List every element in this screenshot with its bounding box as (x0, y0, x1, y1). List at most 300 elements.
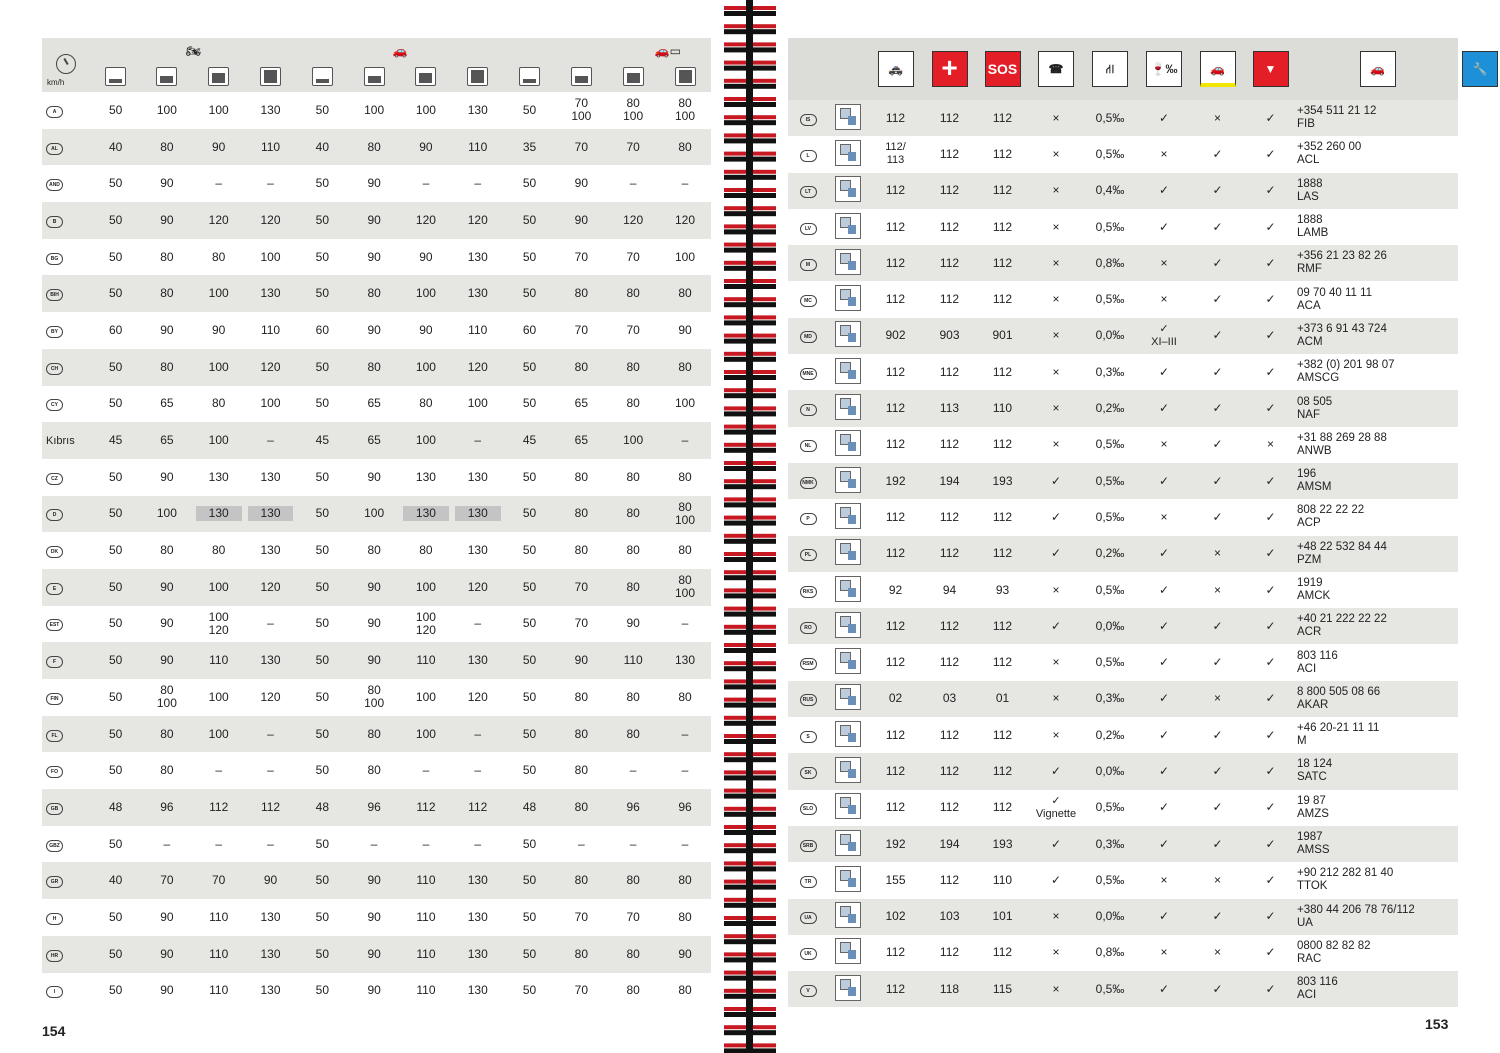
speed-value: 50 (522, 506, 537, 521)
speed-value: 110 (416, 983, 436, 998)
traffic-rule-icon (835, 866, 861, 892)
police-icon: 🚓 (878, 51, 914, 87)
table-row (788, 136, 1458, 172)
info-value: × (1052, 909, 1060, 924)
speed-value: 100 (415, 286, 436, 301)
info-value: 112 (992, 727, 1013, 742)
table-row (42, 202, 711, 239)
speed-value: 65 (367, 433, 381, 448)
info-value: × (1160, 945, 1168, 960)
speed-value: 80 (574, 726, 589, 741)
country-code-badge: LV (800, 223, 817, 235)
speed-value: 50 (315, 212, 330, 227)
speed-value: 80 (160, 763, 174, 778)
info-value: ✓ (1212, 364, 1223, 379)
info-value: × (1052, 364, 1060, 379)
info-value: ✓ (1212, 727, 1223, 742)
assistance-contact: 808 22 22 22 ACP (1297, 504, 1365, 530)
country-code-cell (42, 459, 90, 496)
traffic-rule-cell (828, 572, 868, 608)
info-value: 193 (992, 473, 1013, 488)
speed-value: 80 100 (675, 573, 696, 601)
country-code-badge: I (46, 986, 63, 998)
speedometer-icon (56, 54, 76, 74)
country-code-badge: BIH (46, 289, 63, 301)
speed-value: 50 (315, 946, 330, 961)
speed-value: – (681, 176, 689, 191)
left-page (0, 0, 715, 1053)
country-code-cell (788, 826, 828, 862)
table-row (788, 536, 1458, 572)
info-value: ✓ (1158, 655, 1170, 670)
speed-value: 50 (522, 836, 537, 851)
info-value: ✓ (1158, 727, 1170, 742)
traffic-rule-icon (835, 467, 861, 493)
speed-value: 80 (574, 359, 589, 374)
speed-value: 80 (678, 286, 692, 301)
traffic-rule-icon (835, 285, 861, 311)
info-value: ✓ (1265, 582, 1276, 597)
table-row (42, 936, 711, 973)
speed-value: 110 (416, 873, 436, 888)
info-value: 01 (995, 691, 1010, 706)
info-value: × (1052, 655, 1060, 670)
traffic-rule-icon (835, 830, 861, 856)
info-value: 112 (885, 401, 906, 416)
country-code-badge: CH (46, 363, 63, 375)
icon-header-row (788, 38, 1458, 100)
speed-value: 80 (367, 763, 381, 778)
speed-value: 120 (260, 359, 281, 374)
info-value: ✓ (1158, 401, 1170, 416)
speed-value: 80 (367, 286, 381, 301)
speed-value: 100 (208, 286, 229, 301)
country-code-cell (42, 239, 90, 276)
info-value: 0,0‰ (1095, 328, 1125, 343)
country-code-badge: L (800, 150, 817, 162)
speed-value: 110 (209, 983, 229, 998)
speed-value: 90 (160, 909, 174, 924)
info-value: 112 (939, 727, 960, 742)
speed-value: 50 (108, 946, 123, 961)
table-row (788, 862, 1458, 898)
country-code-cell (42, 275, 90, 312)
info-value: × (1213, 691, 1221, 706)
info-value: 112 (939, 219, 960, 234)
traffic-rule-cell (828, 100, 868, 136)
table-row (42, 789, 711, 826)
info-value: ✓ (1158, 909, 1170, 924)
info-value: 0,0‰ (1095, 909, 1125, 924)
speed-value: 60 (315, 322, 330, 337)
speed-value: 120 (208, 212, 229, 227)
alcohol-header (1137, 38, 1191, 100)
speed-value: 80 (574, 946, 589, 961)
info-value: 112 (992, 546, 1013, 561)
speed-value: 70 (574, 139, 589, 154)
car-header (296, 38, 503, 64)
speed-value: 50 (522, 909, 537, 924)
country-code-badge: DK (46, 546, 63, 558)
info-value: 110 (992, 872, 1013, 887)
assistance-contact: 803 116 ACI (1297, 976, 1338, 1002)
speed-value: – (267, 763, 274, 778)
speed-value: 90 (160, 946, 174, 961)
speed-value: 50 (315, 249, 330, 264)
speed-value: 90 (419, 249, 433, 264)
traffic-rule-icon (835, 104, 861, 130)
info-value: 112 (992, 945, 1013, 960)
info-value: ✓ (1212, 292, 1223, 307)
speed-value: 50 (315, 543, 330, 558)
traffic-rule-cell (828, 753, 868, 789)
table-row (788, 971, 1458, 1007)
info-value: ✓ (1265, 691, 1276, 706)
country-code-cell (42, 973, 90, 1010)
assistance-contact: +380 44 206 78 76/112 UA (1297, 903, 1415, 929)
speed-value: 90 (160, 322, 174, 337)
speed-value: 130 (675, 653, 696, 668)
info-value: 112 (885, 110, 906, 125)
speed-value: 100 (364, 102, 385, 117)
info-value: × (1160, 872, 1168, 887)
speed-value: 50 (108, 359, 123, 374)
fire-phone-header (1029, 38, 1083, 100)
speed-value: 80 (212, 249, 226, 264)
speed-value: 50 (108, 249, 123, 264)
info-value: 112 (885, 255, 906, 270)
speed-value: 110 (209, 653, 229, 668)
country-code-cell (788, 173, 828, 209)
traffic-rule-cell (828, 608, 868, 644)
speed-value: 80 (678, 359, 692, 374)
town-icon (105, 67, 126, 86)
info-value: ✓ (1265, 836, 1276, 851)
speed-value: – (267, 726, 274, 741)
traffic-rule-cell (828, 281, 868, 317)
table-row (42, 716, 711, 753)
country-code-cell (42, 716, 90, 753)
table-row (42, 129, 711, 166)
speed-value: 50 (315, 763, 330, 778)
info-value: 112 (939, 255, 960, 270)
road-type-cell (245, 64, 297, 92)
country-code-cell (788, 644, 828, 680)
info-value: ✓ (1212, 981, 1223, 996)
traffic-rule-cell (828, 899, 868, 935)
info-value: ✓ (1158, 473, 1170, 488)
info-value: 112 (939, 655, 960, 670)
assistance-contact: +48 22 532 84 44 PZM (1297, 540, 1387, 566)
speed-value: 90 (367, 873, 381, 888)
traffic-rule-cell (828, 427, 868, 463)
speed-value: 80 (626, 983, 640, 998)
country-code-cell (42, 165, 90, 202)
info-value: ✓ (1158, 183, 1170, 198)
speed-value: 50 (108, 396, 123, 411)
info-value: ✓ (1265, 763, 1276, 778)
speed-value: 100 120 (208, 609, 229, 637)
sos-header (976, 38, 1029, 100)
speed-value: 112 (260, 799, 281, 814)
speed-value: 120 (260, 212, 281, 227)
country-code-badge: IS (800, 114, 817, 126)
info-value: 0,5‰ (1095, 146, 1125, 161)
info-value: 112 (885, 364, 906, 379)
speed-value: 110 (468, 139, 488, 154)
speed-value: 100 (156, 506, 177, 521)
speed-value: – (474, 176, 482, 191)
assistance-contact: +356 21 23 82 26 RMF (1297, 250, 1387, 276)
speed-value: 120 (675, 212, 696, 227)
country-code-cell (42, 569, 90, 606)
speed-value: 90 (367, 249, 381, 264)
table-row (788, 354, 1458, 390)
country-code-badge: RSM (800, 658, 817, 670)
speed-value: 40 (108, 873, 123, 888)
country-code-badge: MC (800, 295, 817, 307)
info-value: 112 (992, 255, 1013, 270)
speed-value: – (474, 616, 482, 631)
rural-road-icon (156, 67, 177, 86)
country-code-cell (788, 971, 828, 1007)
speed-value: 80 (574, 799, 589, 814)
speed-value: 50 (522, 176, 537, 191)
speed-value: 80 (626, 579, 640, 594)
country-code-badge: GR (46, 876, 63, 888)
speed-value: 100 (415, 359, 436, 374)
info-value: 118 (939, 981, 960, 996)
traffic-rule-icon (835, 140, 861, 166)
info-value: ✓ (1265, 364, 1276, 379)
country-code-badge: RO (800, 622, 817, 634)
speed-value: 100 (364, 506, 385, 521)
speed-value: 80 (212, 543, 226, 558)
info-value: 112 (885, 183, 906, 198)
speed-value: 80 100 (364, 683, 385, 711)
speed-value: 90 (367, 579, 381, 594)
speed-value: 96 (626, 799, 640, 814)
info-value: 194 (939, 836, 960, 851)
speed-value: 80 (678, 873, 692, 888)
info-value: 103 (939, 909, 960, 924)
info-value: ✓ (1265, 655, 1276, 670)
road-assistance-icon: 🔧 (1462, 51, 1498, 87)
assistance-contact: +352 260 00 ACL (1297, 141, 1362, 167)
info-value: × (1052, 110, 1060, 125)
speed-value: 90 (367, 616, 381, 631)
assistance-contact: 1919 AMCK (1297, 577, 1331, 602)
assistance-contact: 8 800 505 08 66 AKAR (1297, 685, 1381, 711)
speed-value: – (681, 836, 689, 851)
speed-value: 130 (260, 102, 281, 117)
country-code-cell (788, 245, 828, 281)
speed-value: 50 (315, 579, 330, 594)
alcohol-limit-icon: 🍷‰ (1146, 51, 1182, 87)
motorway-icon (675, 67, 696, 86)
traffic-rule-icon (835, 576, 861, 602)
info-value: ✓ (1050, 872, 1062, 887)
info-value: 93 (995, 582, 1010, 597)
country-code-cell (42, 606, 90, 643)
assistance-contact: 08 505 NAF (1297, 395, 1333, 421)
table-row (42, 459, 711, 496)
speed-value: 80 (367, 139, 381, 154)
speed-value: 50 (315, 396, 330, 411)
speed-value: 100 (623, 433, 644, 448)
speed-value: 112 (209, 799, 229, 814)
speed-value: 40 (315, 139, 330, 154)
assistance-contact: 18 124 SATC (1297, 758, 1333, 784)
speed-value: 50 (108, 579, 123, 594)
info-value: ✓ (1212, 836, 1223, 851)
speed-value: 100 (208, 689, 229, 704)
speed-value: 130 (467, 286, 488, 301)
speed-value: 50 (108, 176, 123, 191)
info-value: 112 (885, 546, 906, 561)
info-value: 112 (939, 364, 960, 379)
country-code-badge: FL (46, 730, 63, 742)
speed-value (452, 496, 504, 533)
road-type-cell (348, 64, 400, 92)
speed-value: 80 (626, 543, 640, 558)
speed-value: 80 (367, 543, 381, 558)
info-value: 03 (942, 691, 957, 706)
speed-value: 70 (574, 579, 589, 594)
speed-value: 130 (260, 946, 281, 961)
info-value: 0,8‰ (1095, 255, 1125, 270)
info-value: × (1160, 509, 1168, 524)
country-code-cell (788, 572, 828, 608)
speed-value: 50 (108, 469, 123, 484)
speed-value (400, 496, 452, 533)
info-value: ✓ (1212, 328, 1223, 343)
info-value: × (1052, 981, 1060, 996)
info-value: 0,3‰ (1095, 364, 1125, 379)
info-value: ✓ (1158, 219, 1170, 234)
info-value: 92 (888, 582, 903, 597)
traffic-rule-icon (835, 793, 861, 819)
speed-value: 112 (416, 799, 436, 814)
info-value: 112 (885, 292, 906, 307)
info-value: 0,5‰ (1095, 110, 1125, 125)
speed-value: 50 (522, 359, 537, 374)
speed-value: 50 (315, 616, 330, 631)
country-code-badge: GBZ (46, 840, 63, 852)
speed-value: 120 (467, 689, 488, 704)
speed-value: 50 (108, 909, 123, 924)
ambulance-header (923, 38, 976, 100)
vest-header (1244, 38, 1297, 100)
info-value: 112 (885, 763, 906, 778)
traffic-rule-cell (828, 173, 868, 209)
info-value: 112 (939, 292, 960, 307)
info-value: 112 (939, 546, 960, 561)
country-code-badge: N (800, 404, 817, 416)
table-row (788, 753, 1458, 789)
speed-value: 90 (367, 212, 381, 227)
traffic-rule-cell (828, 862, 868, 898)
speed-value: 120 (260, 579, 281, 594)
info-value: ✓ (1265, 401, 1276, 416)
info-value: 0,5‰ (1095, 509, 1125, 524)
traffic-rule-cell (828, 245, 868, 281)
country-code-badge: BY (46, 326, 63, 338)
table-row (42, 275, 711, 312)
info-value: ✓ (1212, 763, 1223, 778)
speed-value: 90 (367, 653, 381, 668)
country-code-cell (788, 681, 828, 717)
speed-value: 50 (522, 249, 537, 264)
info-value: 0,2‰ (1095, 401, 1125, 416)
info-value: ✓ Vignette (1035, 794, 1077, 820)
speed-value: 80 (367, 359, 381, 374)
speed-value: 130 (260, 286, 281, 301)
info-value: ✓ (1158, 981, 1170, 996)
info-value: 0,5‰ (1095, 437, 1125, 452)
speed-value: 130 (467, 543, 488, 558)
info-value: 0,5‰ (1095, 981, 1125, 996)
speed-value: 80 (160, 359, 174, 374)
traffic-rule-icon (835, 394, 861, 420)
info-value: 113 (939, 401, 960, 416)
speed-value: 90 (574, 176, 589, 191)
speed-value: 70 (574, 909, 589, 924)
country-code-badge: M (800, 259, 817, 271)
speed-value: 100 (415, 689, 436, 704)
info-value: × (1160, 255, 1168, 270)
info-value: × (1052, 437, 1060, 452)
info-value: ✓ (1050, 618, 1062, 633)
speed-value: 50 (522, 689, 537, 704)
expressway-icon (415, 67, 436, 86)
info-value: ✓ (1265, 981, 1276, 996)
info-value: 0,3‰ (1095, 836, 1125, 851)
traffic-rule-icon (835, 321, 861, 347)
info-value: 112 (939, 800, 960, 815)
speed-value: 90 (367, 983, 381, 998)
table-row (788, 173, 1458, 209)
info-value: 0,4‰ (1095, 183, 1125, 198)
speed-value: 130 (260, 543, 281, 558)
table-row (788, 390, 1458, 426)
info-value: 0,5‰ (1095, 473, 1125, 488)
country-code-badge: RKS (800, 586, 817, 598)
road-type-cell (90, 64, 141, 92)
table-row (788, 899, 1458, 935)
info-value: 112 (939, 509, 960, 524)
speed-value: 120 (415, 212, 436, 227)
info-value: ✓ (1212, 618, 1223, 633)
speed-value: 130 (467, 249, 488, 264)
speed-value: 65 (367, 396, 381, 411)
info-value: ✓ (1265, 909, 1276, 924)
country-code-cell (42, 752, 90, 789)
speed-value: 90 (678, 946, 692, 961)
speed-value: 110 (209, 909, 229, 924)
page-number: 154 (42, 1023, 66, 1039)
speed-value: 100 (415, 726, 436, 741)
info-value: 0,2‰ (1095, 727, 1125, 742)
table-row (788, 427, 1458, 463)
info-value: ✓ (1265, 146, 1276, 161)
country-code-badge: H (46, 913, 63, 925)
table-row (788, 245, 1458, 281)
info-value: 0,5‰ (1095, 872, 1125, 887)
speed-value: 80 (160, 139, 174, 154)
country-code-badge: CY (46, 399, 63, 411)
police-header (868, 38, 923, 100)
